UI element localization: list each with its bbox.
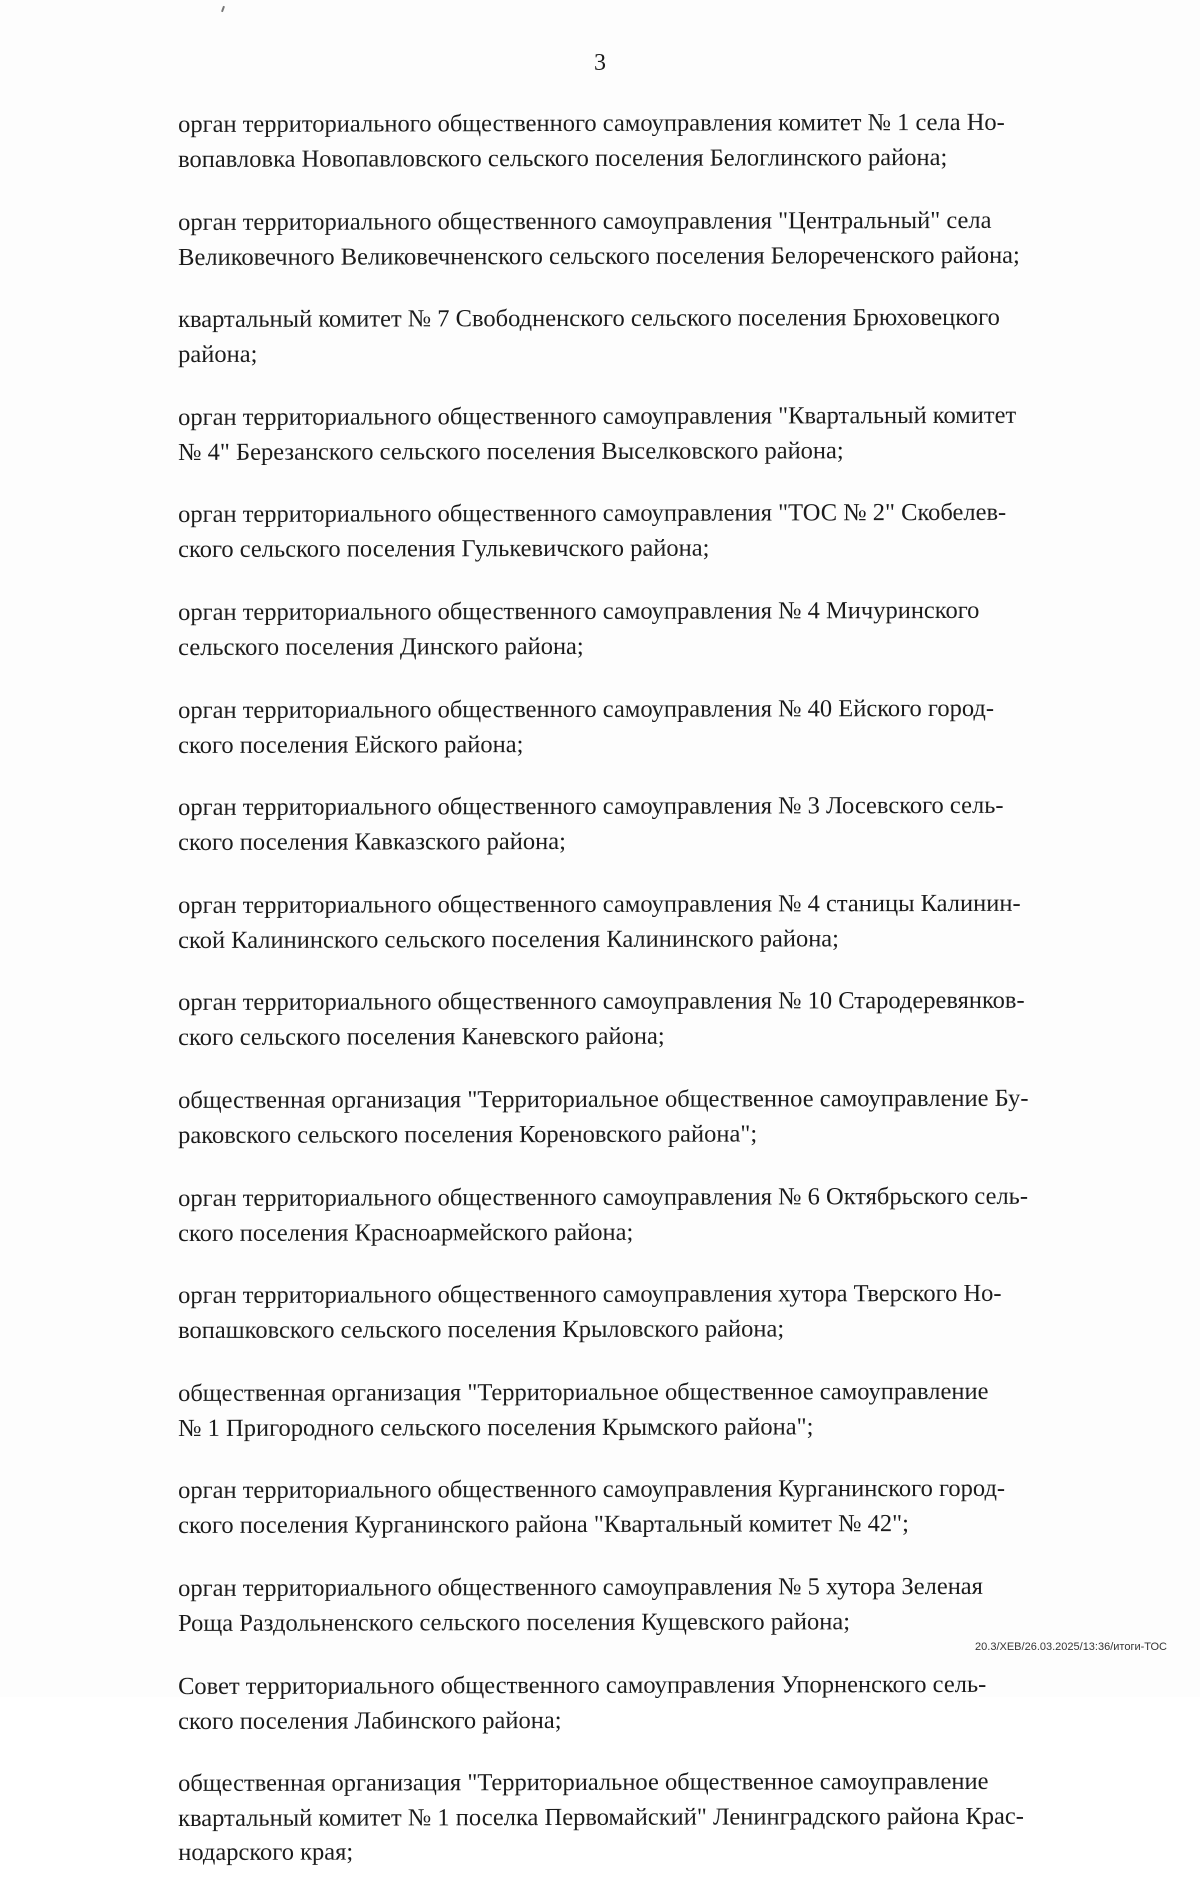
- list-item: орган территориального общественного самоуправления № 10 Стародеревянков- ского сельского поселения Каневского района;: [178, 987, 1025, 1051]
- list-item: орган территориального общественного самоуправления Курганинского город- ского поселения Курганинского района "Квартальный комитет № 42";: [178, 1475, 1006, 1539]
- list-item: общественная организация "Территориальное общественное самоуправление квартальный комитет № 1 поселка Первомайский" Ленинградского района Крас- нодарского края;: [178, 1767, 1024, 1867]
- list-item: орган территориального общественного самоуправления № 3 Лосевского сель- ского поселения Кавказского района;: [178, 791, 1004, 856]
- list-item: орган территориального общественного самоуправления № 5 хутора Зеленая Роща Раздольненского сельского поселения Кущевского района;: [178, 1572, 983, 1637]
- list-item: общественная организация "Территориальное общественное самоуправление Бу- раковского сельского поселения Кореновского района";: [178, 1084, 1029, 1149]
- list-item: орган территориального общественного самоуправления комитет № 1 села Но- вопавловка Новопавловского сельского поселения Белоглинского района;: [178, 108, 1005, 173]
- list-item: орган территориального общественного самоуправления "Центральный" села Великовечного Великовечненского сельского поселения Белореченского района;: [178, 206, 1020, 271]
- list-item: Совет территориального общественного самоуправления Упорненского сель- ского поселения Лабинского района;: [178, 1670, 987, 1734]
- page-number: 3: [594, 50, 606, 76]
- list-item: орган территориального общественного самоуправления "Квартальный комитет № 4" Березанского сельского поселения Выселковского района;: [178, 401, 1017, 466]
- list-item: орган территориального общественного самоуправления "ТОС № 2" Скобелев- ского сельского поселения Гулькевичского района;: [178, 499, 1007, 563]
- entries-list: [178, 108, 1161, 1899]
- list-item: орган территориального общественного самоуправления № 40 Ейского город- ского поселения Ейского района;: [178, 694, 995, 759]
- list-item: общественная организация "Территориальное общественное самоуправление № 1 Пригородного сельского поселения Крымского района";: [178, 1377, 989, 1442]
- list-item: орган территориального общественного самоуправления хутора Тверского Но- вопашковского сельского поселения Крыловского района;: [178, 1279, 1002, 1344]
- document-code-footer: 20.3/ХЕВ/26.03.2025/13:36/итоги-ТОС: [975, 1641, 1167, 1653]
- list-item: квартальный комитет № 7 Свободненского сельского поселения Брюховецкого района;: [178, 304, 1000, 368]
- list-item: орган территориального общественного самоуправления № 6 Октябрьского сель- ского поселения Красноармейского района;: [178, 1182, 1029, 1247]
- scan-mark: [221, 6, 225, 12]
- list-item: орган территориального общественного самоуправления № 4 станицы Калинин- ской Калининского сельского поселения Калининского района;: [178, 889, 1021, 954]
- list-item: орган территориального общественного самоуправления № 4 Мичуринского сельского поселения Динского района;: [178, 596, 980, 661]
